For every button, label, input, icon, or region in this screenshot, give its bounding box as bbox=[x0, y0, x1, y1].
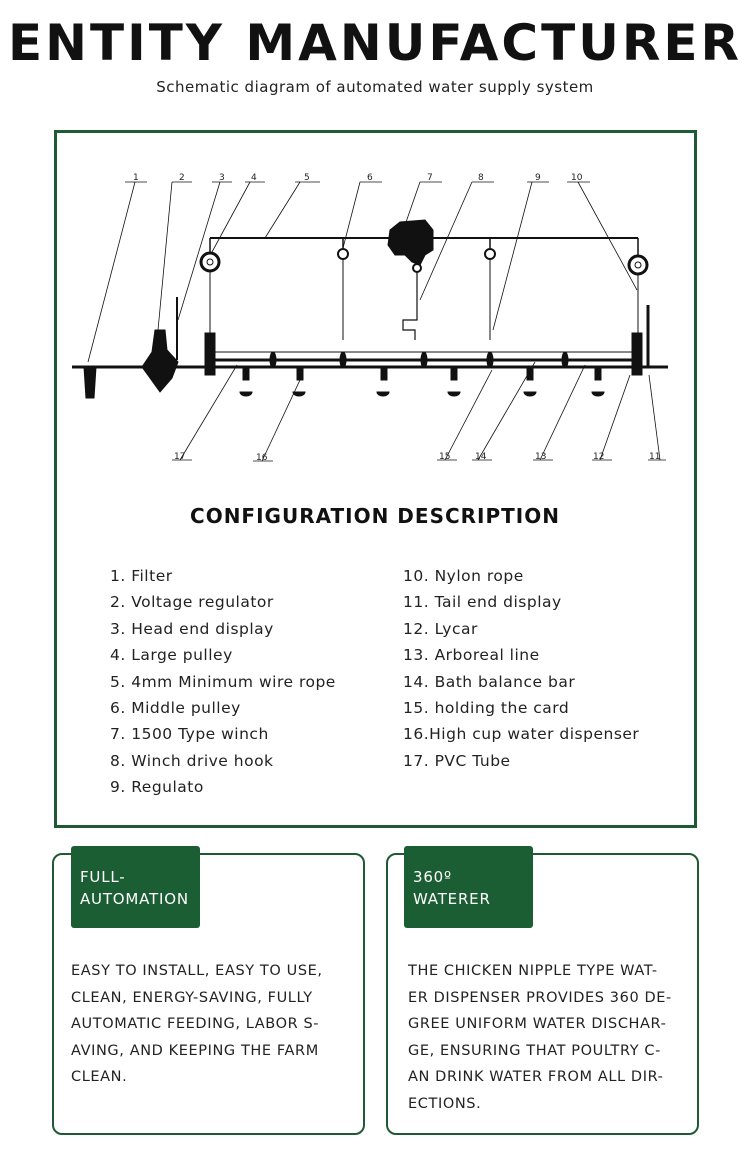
feature-text-automation: EASY TO INSTALL, EASY TO USE, CLEAN, ENERGY-SAVING, FULLY AUTOMATIC FEEDING, LABOR S- AVING, AND KEEPING THE FARM CLEAN. bbox=[71, 963, 323, 1085]
diagram-label: 10 bbox=[571, 173, 583, 183]
diagram-label: 16 bbox=[256, 453, 268, 463]
diagram-label: 17 bbox=[174, 452, 186, 462]
tag-line: AUTOMATION bbox=[80, 890, 189, 908]
diagram-label: 14 bbox=[475, 452, 487, 462]
page-title: ENTITY MANUFACTURER bbox=[7, 14, 742, 72]
config-list-left bbox=[110, 566, 336, 804]
diagram-label: 8 bbox=[478, 173, 484, 183]
tag-line: FULL- bbox=[80, 868, 126, 886]
config-item: 15. holding the card bbox=[403, 698, 570, 717]
tag-line: WATERER bbox=[413, 890, 491, 908]
diagram-label: 13 bbox=[535, 452, 547, 462]
diagram-label: 4 bbox=[251, 173, 257, 183]
page-subtitle: Schematic diagram of automated water supply system bbox=[156, 78, 594, 96]
config-item: 3. Head end display bbox=[110, 619, 274, 638]
config-item: 1. Filter bbox=[110, 567, 173, 585]
diagram-label: 2 bbox=[179, 173, 185, 183]
config-item: 8. Winch drive hook bbox=[110, 751, 274, 770]
schematic-diagram bbox=[0, 0, 750, 480]
config-item: 2. Voltage regulator bbox=[110, 593, 274, 612]
config-item: 11. Tail end display bbox=[403, 593, 562, 612]
config-item: 14. Bath balance bar bbox=[403, 672, 576, 691]
config-item: 16.High cup water dispenser bbox=[403, 725, 640, 744]
winch-icon bbox=[388, 220, 433, 265]
diagram-label: 3 bbox=[219, 173, 225, 183]
leader-lines bbox=[88, 182, 666, 461]
diagram-label: 7 bbox=[427, 173, 433, 183]
config-item: 6. Middle pulley bbox=[110, 698, 241, 717]
config-item: 7. 1500 Type winch bbox=[110, 725, 269, 744]
diagram-label: 9 bbox=[535, 173, 541, 183]
diagram-label: 6 bbox=[367, 173, 373, 183]
feature-tag-waterer bbox=[404, 846, 533, 928]
config-item: 4. Large pulley bbox=[110, 646, 233, 665]
diagram-label: 5 bbox=[304, 173, 310, 183]
config-item: 17. PVC Tube bbox=[403, 751, 511, 770]
feature-tag-automation bbox=[71, 846, 200, 928]
feature-text-waterer: THE CHICKEN NIPPLE TYPE WAT- ER DISPENSER PROVIDES 360 DE- GREE UNIFORM WATER DISCHAR- GE, ENSURING THAT POULTRY C- AN DRINK WATER FROM ALL DIR- ECTIONS. bbox=[408, 963, 672, 1112]
filter-icon bbox=[84, 367, 96, 398]
config-item: 12. Lycar bbox=[403, 619, 478, 638]
tag-line: 360º bbox=[413, 868, 452, 886]
diagram-label: 1 bbox=[133, 173, 139, 183]
config-item: 5. 4mm Minimum wire rope bbox=[110, 672, 336, 691]
diagram-label: 15 bbox=[439, 452, 451, 462]
config-item: 9. Regulato bbox=[110, 778, 204, 797]
config-list-right bbox=[403, 566, 639, 777]
config-item: 13. Arboreal line bbox=[403, 646, 540, 665]
config-item: 10. Nylon rope bbox=[403, 567, 524, 585]
diagram-label: 12 bbox=[593, 452, 605, 462]
diagram-label: 11 bbox=[649, 452, 661, 462]
regulator-icon bbox=[142, 330, 178, 392]
config-title: CONFIGURATION DESCRIPTION bbox=[190, 504, 560, 528]
